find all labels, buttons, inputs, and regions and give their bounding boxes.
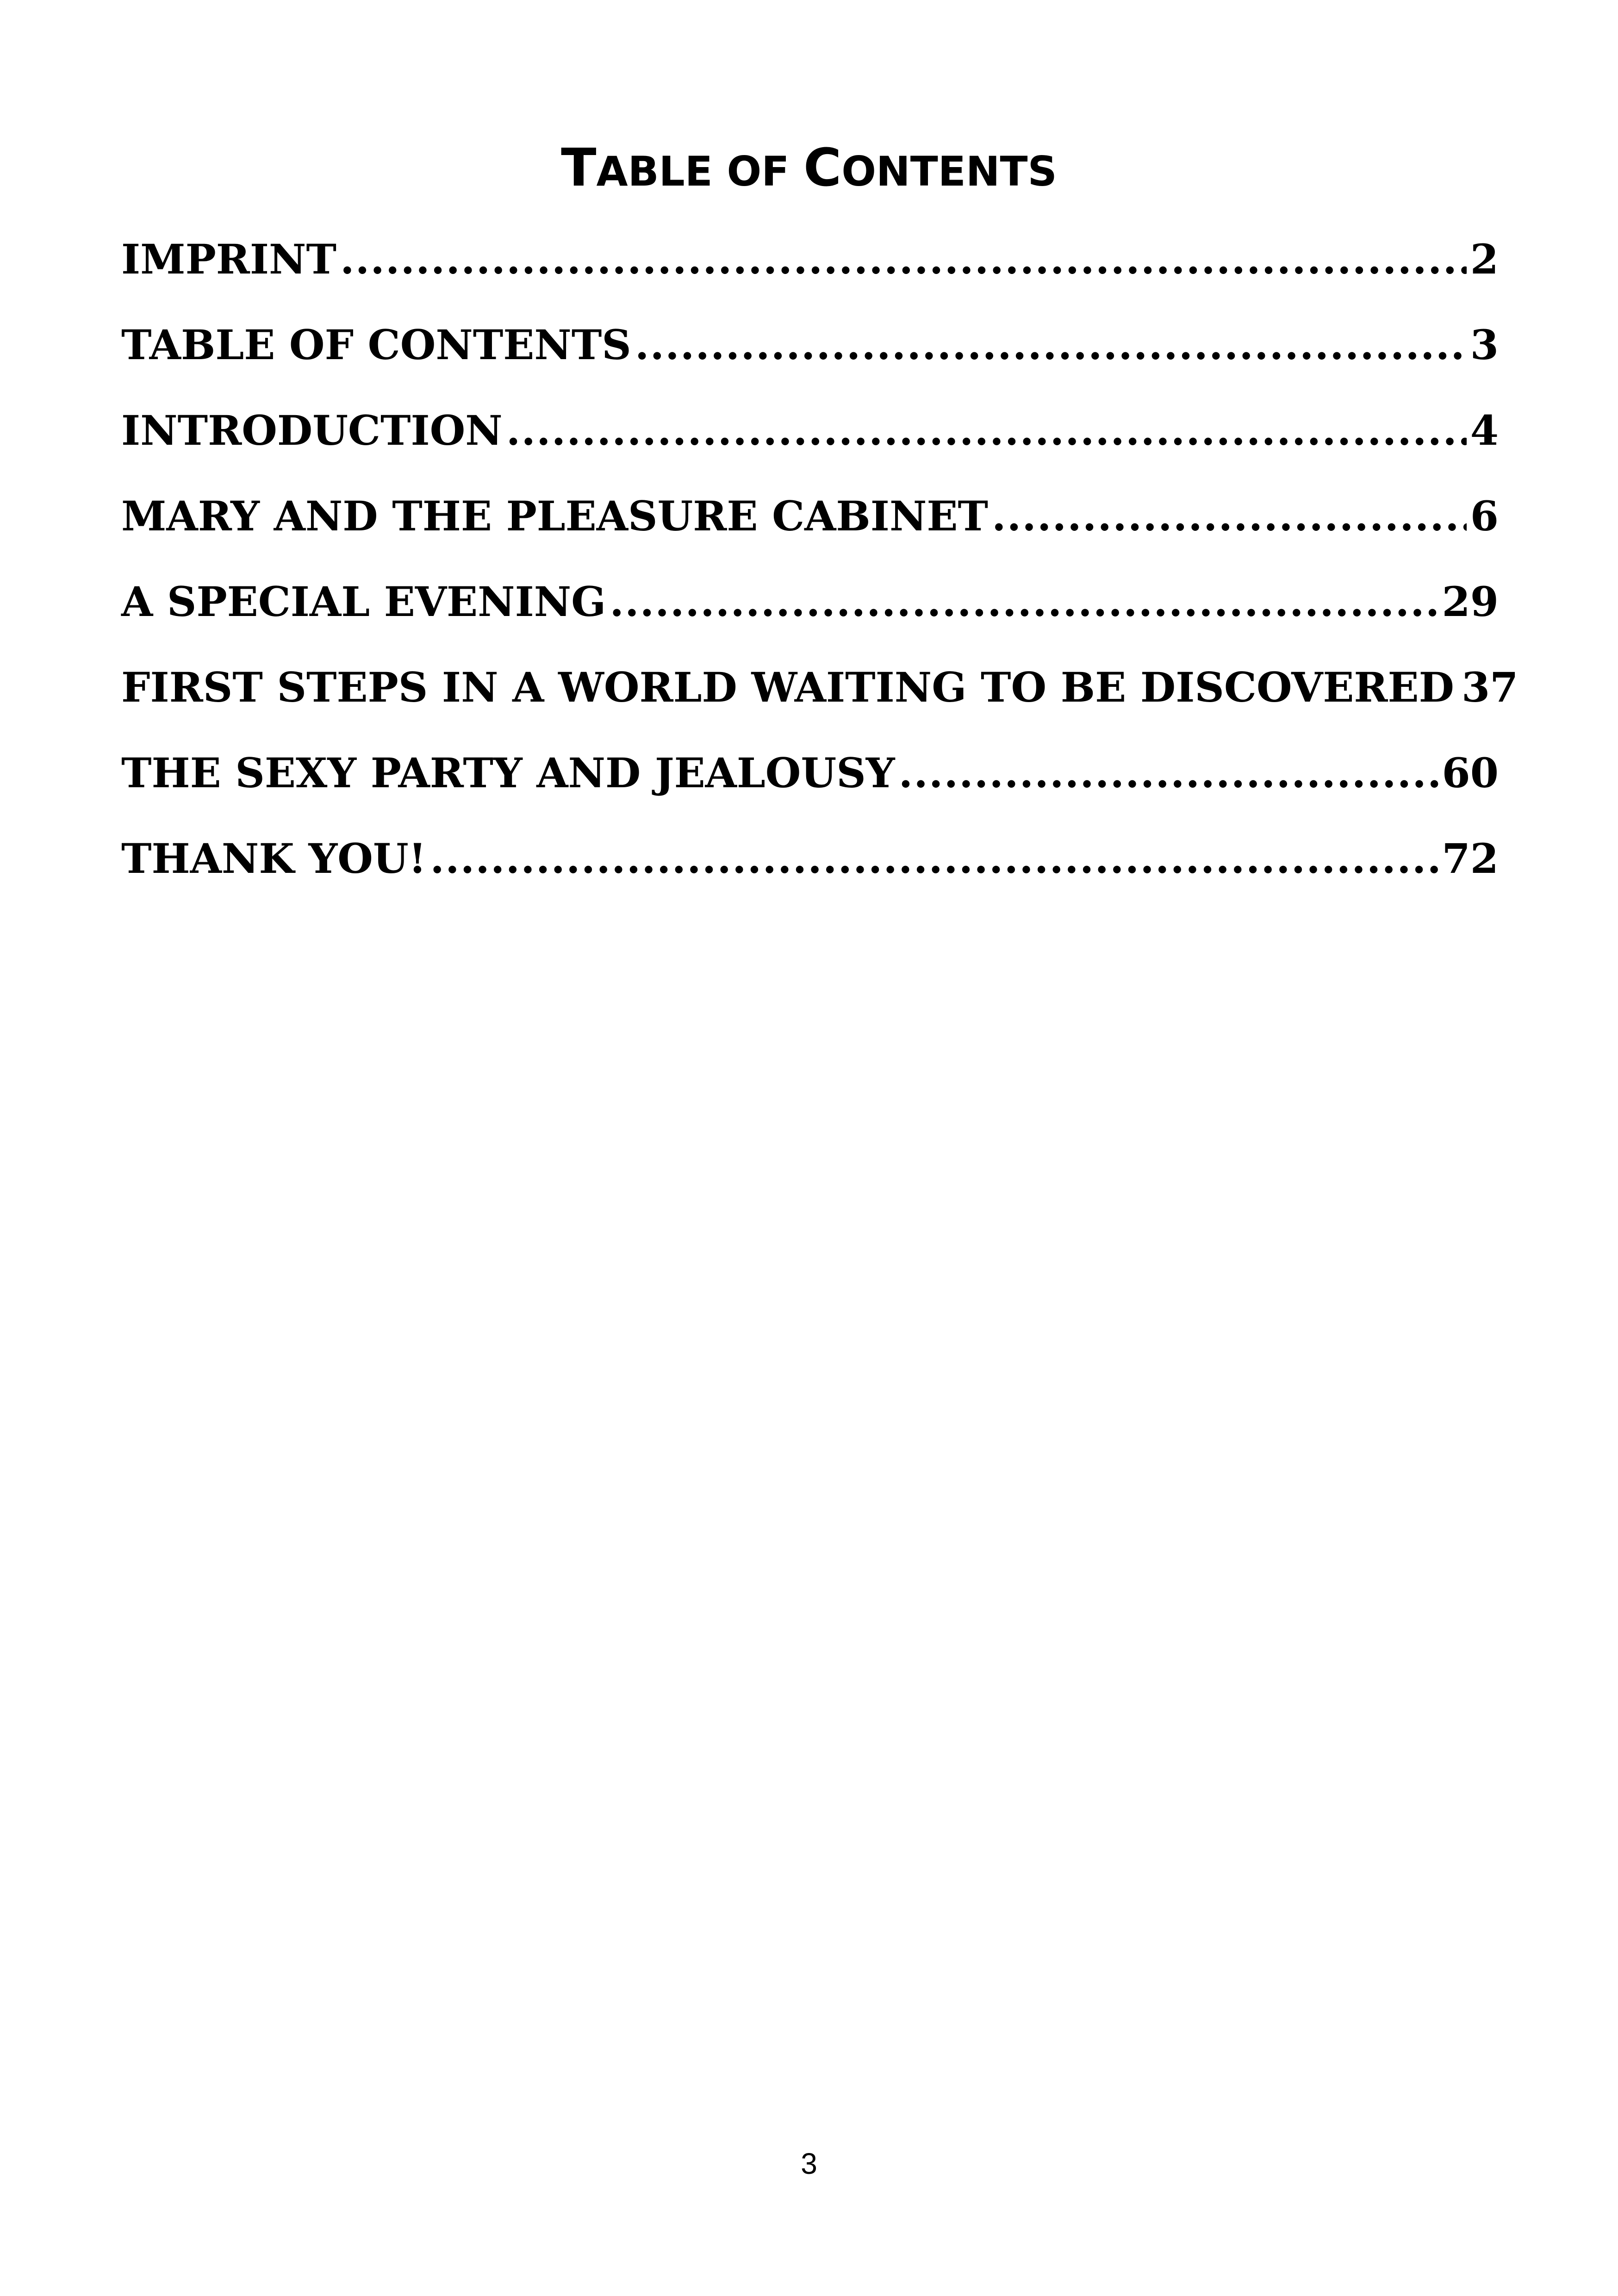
dot-leader — [430, 831, 1438, 886]
toc-entry-page: 60 — [1442, 749, 1499, 797]
toc-entry-the-sexy-party-and-jealousy[interactable] — [121, 745, 1499, 831]
page-number: 3 — [801, 2147, 817, 2180]
dot-leader — [506, 403, 1467, 458]
title-initial: C — [803, 138, 842, 199]
dot-leader — [635, 317, 1467, 373]
table-of-contents — [121, 231, 1518, 916]
title-small-caps: ABLE OF — [596, 148, 804, 196]
title-small-caps: ONTENTS — [841, 148, 1057, 196]
dot-leader — [340, 231, 1467, 287]
toc-entry-label: MARY AND THE PLEASURE CABINET — [121, 492, 988, 540]
toc-entry-page: 2 — [1470, 235, 1499, 283]
toc-entry-page: 37 — [1461, 663, 1518, 711]
toc-entry-page: 29 — [1442, 578, 1499, 626]
toc-entry-page: 6 — [1470, 492, 1499, 540]
dot-leader — [992, 488, 1467, 544]
toc-entry-label: THE SEXY PARTY AND JEALOUSY — [121, 749, 895, 797]
toc-entry-page: 4 — [1470, 406, 1499, 454]
toc-entry-label: THANK YOU! — [121, 834, 427, 883]
toc-entry-table-of-contents[interactable] — [121, 317, 1499, 403]
toc-entry-label: IMPRINT — [121, 235, 336, 283]
toc-entry-label: INTRODUCTION — [121, 406, 503, 454]
toc-entry-label: TABLE OF CONTENTS — [121, 321, 631, 369]
toc-entry-mary-and-the-pleasure-cabinet[interactable] — [121, 488, 1499, 574]
toc-entry-page: 72 — [1442, 834, 1499, 883]
dot-leader — [610, 574, 1438, 629]
toc-entry-thank-you[interactable] — [121, 831, 1499, 916]
page-title — [0, 136, 1618, 204]
toc-entry-first-steps[interactable] — [121, 660, 1518, 745]
toc-entry-label: FIRST STEPS IN A WORLD WAITING TO BE DISCOVERED — [121, 663, 1454, 711]
toc-entry-label: A SPECIAL EVENING — [121, 578, 606, 626]
title-initial: T — [561, 138, 597, 199]
toc-entry-imprint[interactable] — [121, 231, 1499, 317]
toc-entry-page: 3 — [1470, 321, 1499, 369]
dot-leader — [899, 745, 1438, 801]
toc-entry-introduction[interactable] — [121, 403, 1499, 488]
toc-entry-a-special-evening[interactable] — [121, 574, 1499, 660]
